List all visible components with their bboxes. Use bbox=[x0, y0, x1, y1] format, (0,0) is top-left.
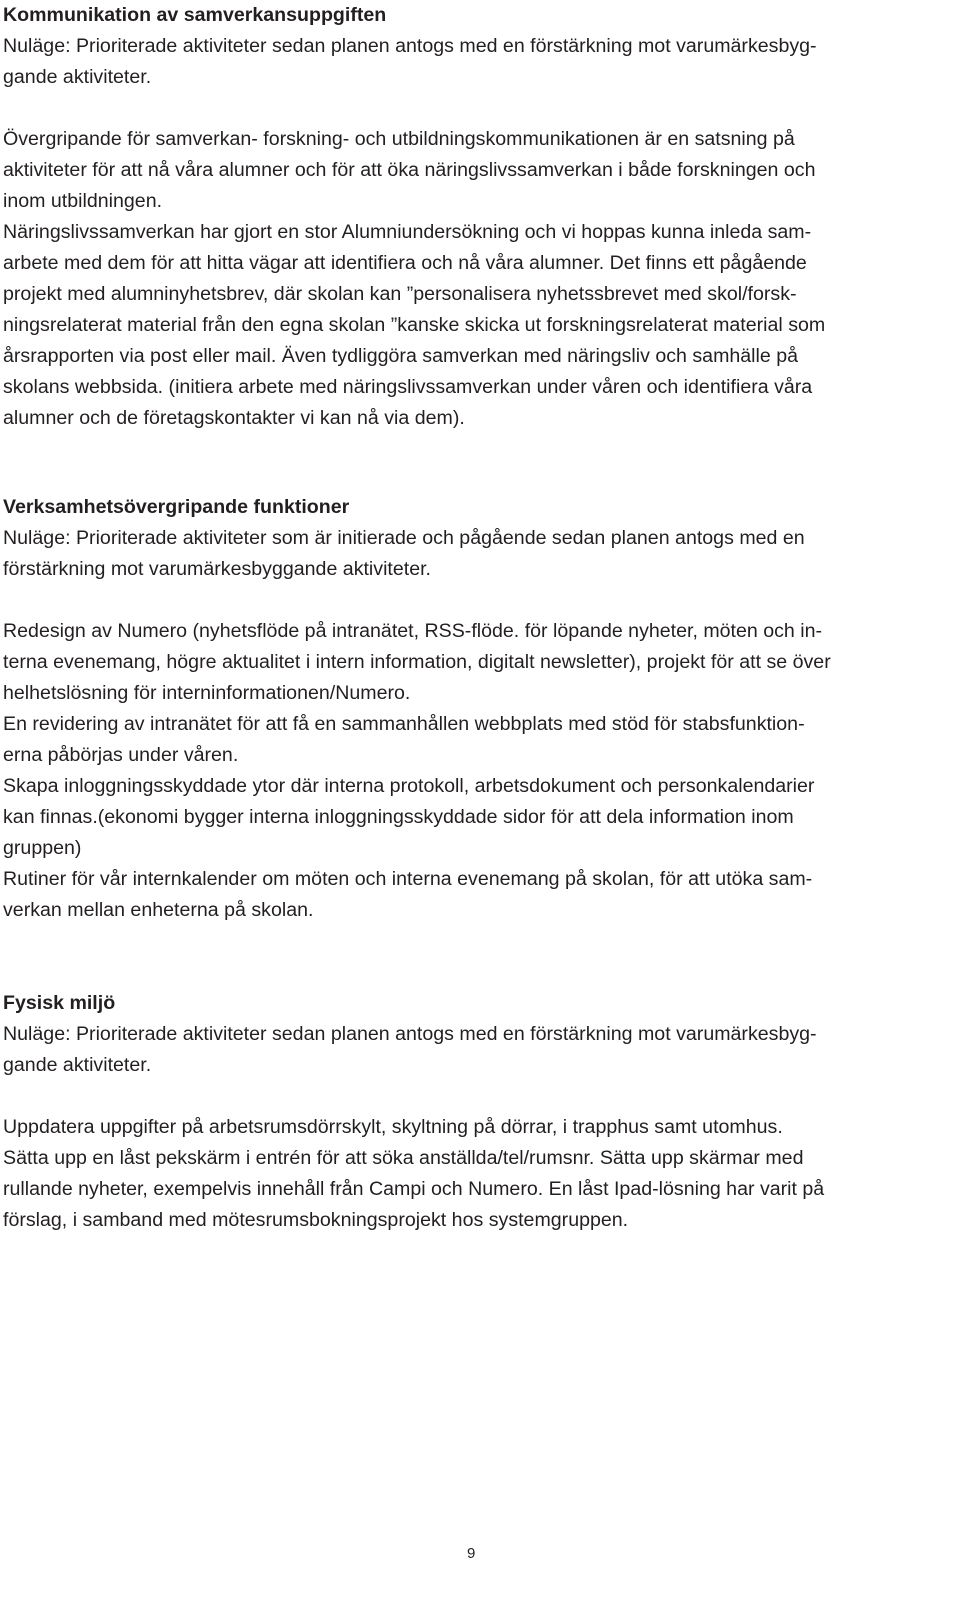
text-line: projekt med alumninyhetsbrev, där skolan kan ”personalisera nyhetssbrevet med skol/forsk- bbox=[3, 283, 797, 305]
section-heading: Verksamhetsövergripande funktioner bbox=[3, 496, 350, 518]
text-line: förstärkning mot varumärkesbyggande aktiviteter. bbox=[3, 558, 432, 580]
section-kommunikation bbox=[3, 0, 825, 434]
text-line: gande aktiviteter. bbox=[3, 66, 152, 88]
text-line: Övergripande för samverkan- forskning- och utbildningskommunikationen är en satsning på bbox=[3, 128, 795, 150]
text-line: rullande nyheter, exempelvis innehåll från Campi och Numero. En låst Ipad-lösning har varit på bbox=[3, 1178, 825, 1200]
text-line: ningsrelaterat material från den egna skolan ”kanske skicka ut forskningsrelaterat material som bbox=[3, 314, 826, 336]
text-line: verkan mellan enheterna på skolan. bbox=[3, 899, 314, 921]
text-line: gande aktiviteter. bbox=[3, 1054, 152, 1076]
section-heading: Fysisk miljö bbox=[3, 992, 116, 1014]
text-line: Redesign av Numero (nyhetsflöde på intranätet, RSS-flöde. för löpande nyheter, möten och in- bbox=[3, 620, 823, 642]
text-line: Rutiner för vår internkalender om möten och interna evenemang på skolan, för att utöka sam- bbox=[3, 868, 813, 890]
text-line: Uppdatera uppgifter på arbetsrumsdörrskylt, skyltning på dörrar, i trapphus samt utomhus. bbox=[3, 1116, 783, 1138]
section-fysisk-miljo bbox=[3, 988, 824, 1236]
section-verksamhet bbox=[3, 492, 831, 926]
text-line: skolans webbsida. (initiera arbete med näringslivssamverkan under våren och identifiera våra bbox=[3, 376, 813, 398]
text-line: Nuläge: Prioriterade aktiviteter sedan planen antogs med en förstärkning mot varumärkesbyg- bbox=[3, 1023, 817, 1045]
text-line: Sätta upp en låst pekskärm i entrén för att söka anställda/tel/rumsnr. Sätta upp skärmar med bbox=[3, 1147, 804, 1169]
text-line: Nuläge: Prioriterade aktiviteter som är initierade och pågående sedan planen antogs med en bbox=[3, 527, 805, 549]
text-line: förslag, i samband med mötesrumsbokningsprojekt hos systemgruppen. bbox=[3, 1209, 629, 1231]
text-line: årsrapporten via post eller mail. Även tydliggöra samverkan med näringsliv och samhälle på bbox=[3, 345, 799, 367]
text-line: Skapa inloggningsskyddade ytor där interna protokoll, arbetsdokument och personkalendarier bbox=[3, 775, 815, 797]
text-line: gruppen) bbox=[3, 837, 82, 859]
text-line: En revidering av intranätet för att få en sammanhållen webbplats med stöd för stabsfunktion- bbox=[3, 713, 805, 735]
page-number: 9 bbox=[467, 1545, 476, 1562]
text-line: inom utbildningen. bbox=[3, 190, 163, 212]
text-line: arbete med dem för att hitta vägar att identifiera och nå våra alumner. Det finns ett pågående bbox=[3, 252, 807, 274]
text-line: aktiviteter för att nå våra alumner och för att öka näringslivssamverkan i både forskningen och bbox=[3, 159, 816, 181]
text-line: helhetslösning för interninformationen/Numero. bbox=[3, 682, 411, 704]
text-line: kan finnas.(ekonomi bygger interna inloggningsskyddade sidor för att dela information inom bbox=[3, 806, 794, 828]
text-line: Nuläge: Prioriterade aktiviteter sedan planen antogs med en förstärkning mot varumärkesbyg- bbox=[3, 35, 817, 57]
text-line: erna påbörjas under våren. bbox=[3, 744, 239, 766]
text-line: terna evenemang, högre aktualitet i intern information, digitalt newsletter), projekt för att se över bbox=[3, 651, 831, 673]
text-line: alumner och de företagskontakter vi kan nå via dem). bbox=[3, 407, 465, 429]
section-heading: Kommunikation av samverkansuppgiften bbox=[3, 4, 387, 26]
text-line: Näringslivssamverkan har gjort en stor Alumniundersökning och vi hoppas kunna inleda sam- bbox=[3, 221, 812, 243]
